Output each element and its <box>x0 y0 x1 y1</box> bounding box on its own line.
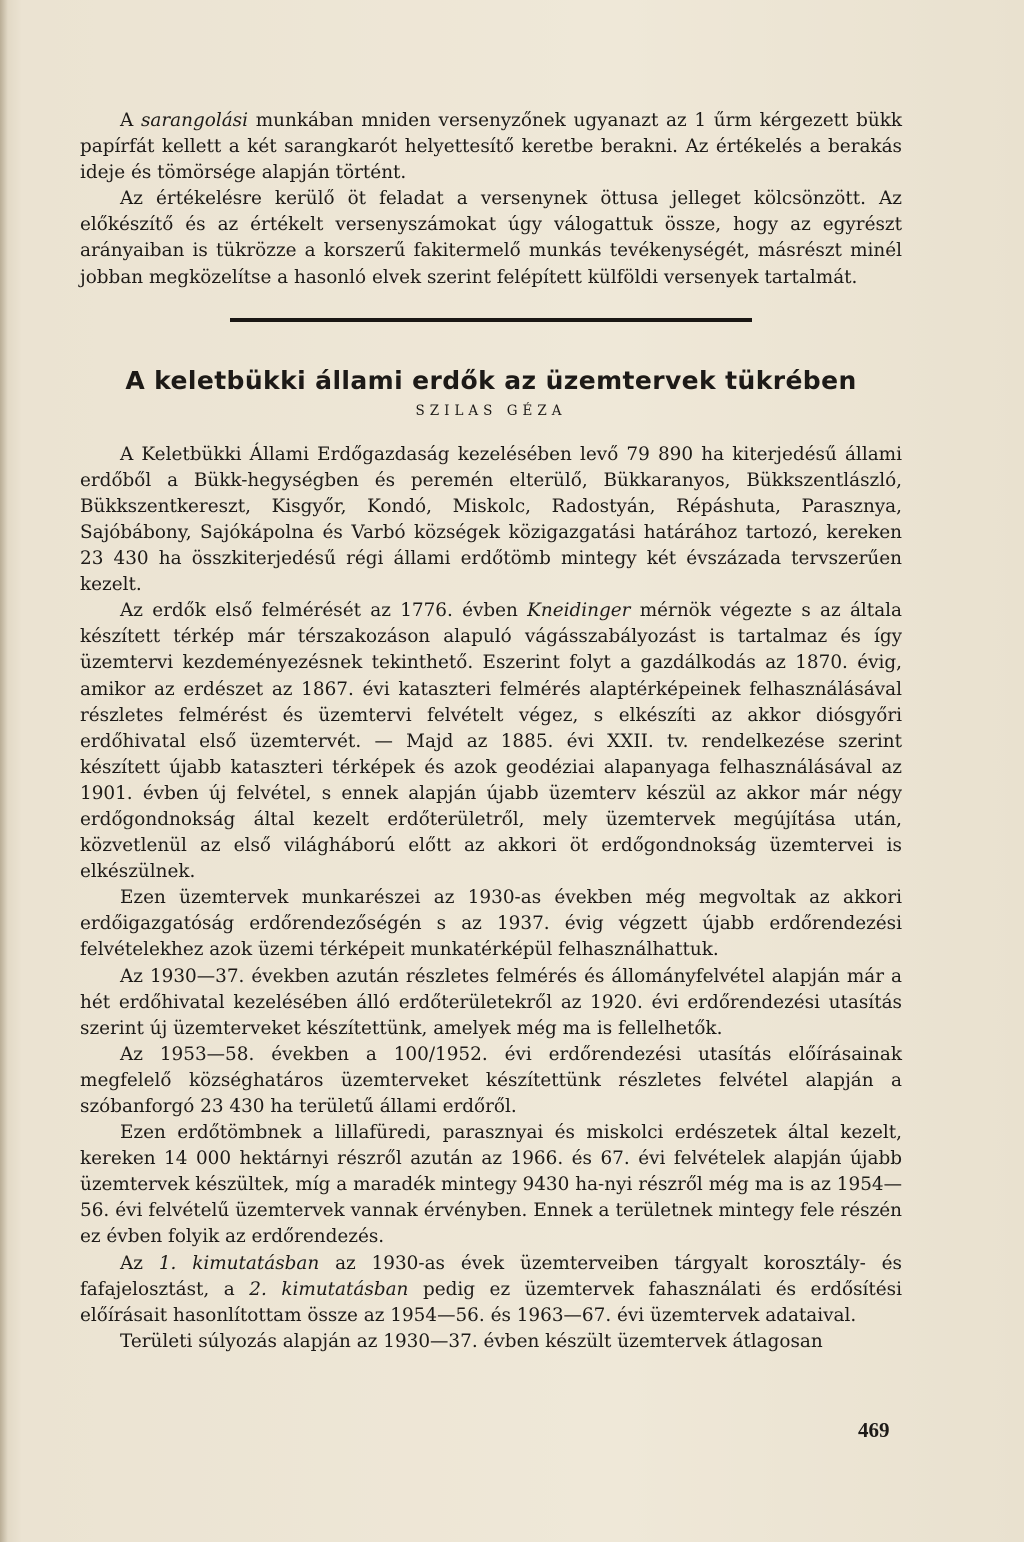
intro-paragraph-2: Az értékelésre kerülő öt feladat a versenynek öttusa jelleget kölcsönzött. Az előkészítő és az értékelt versenyszámokat úgy válogattuk össze, hogy az egyrészt arányaiban is tükrözze a korszerű fakitermelő munkás tevékenységét, másrészt minél jobban megközelítse a hasonló elvek szerint felépített külföldi versenyek tartalmát. <box>80 188 902 288</box>
text-column <box>80 108 902 1355</box>
body-paragraph-4: Az 1930—37. években azután részletes felmérés és állományfelvétel alapján már a hét erdőhivatal kezelésében álló erdőterületekről az 1920. évi erdőrendezési utasítás szerint új üzemterveket készítettünk, amelyek még ma is fellelhetők. <box>80 965 902 1039</box>
body-paragraph-2: Az erdők első felmérését az 1776. évben Kneidinger mérnök végezte s az általa készített térkép már térszakozáson alapuló vágásszabályozást is tartalmaz és így üzemtervi kezdeményezésnek tekinthető. Eszerint folyt a gazdálkodás az 1870. évig, amikor az erdészet az 1867. évi kataszteri felmérés alaptérképeinek felhasználásával részletes felmérést és üzemtervi felvételt végez, s elkészíti az akkor diósgyőri erdőhivatal első üzemtervét. — Majd az 1885. évi XXII. tv. rendelkezése szerint készített újabb kataszteri térképek és azok geodéziai alapanyaga felhasználásával az 1901. évben új felvétel, s ennek alapján újabb üzemterv készül az akkor már négy erdőgondnokság által kezelt erdőterületről, mely üzemtervek megújítása után, közvetlenül az első világháború előtt az akkori öt erdőgondnokság üzemtervei is elkészülnek. <box>80 600 903 883</box>
body-paragraph-6: Ezen erdőtömbnek a lillafüredi, parasznyai és miskolci erdészetek által kezelt, kereken 14 000 hektárnyi részről azután az 1966. és 67. évi felvételek alapján újabb üzemtervek készültek, míg a maradék mintegy 9430 ha-nyi részről még ma is az 1954—56. évi felvételű üzemtervek vannak érvényben. Ennek a területnek mintegy fele részén ez évben folyik az erdőrendezés. <box>80 1122 902 1248</box>
article-author: SZILAS GÉZA <box>415 402 567 419</box>
body-paragraph-5: Az 1953—58. években a 100/1952. évi erdőrendezési utasítás előírásainak megfelelő községhatáros üzemterveket készítettünk részletes felvétel alapján a szóbanforgó 23 430 ha területű állami erdőről. <box>80 1043 902 1117</box>
body-paragraph-7: Az 1. kimutatásban az 1930-as évek üzemterveiben tárgyalt korosztály- és fafajelosztást, a 2. kimutatásban pedig ez üzemtervek fahasználati és erdősítési előírásait hasonlítottam össze az 1954—56. és 1963—67. évi üzemtervek adataival. <box>80 1252 902 1326</box>
body-paragraph-3: Ezen üzemtervek munkarészei az 1930-as években még megvoltak az akkori erdőigazgatóság erdőrendezőségén s az 1937. évig végzett újabb erdőrendezési felvételekhez azok üzemi térképeit munkatérképül felhasználhattuk. <box>80 887 902 961</box>
page-number: 469 <box>858 1418 890 1442</box>
section-divider <box>230 318 752 322</box>
page-edge-shadow <box>0 0 8 1542</box>
body-paragraph-1: A Keletbükki Állami Erdőgazdaság kezelésében levő 79 890 ha kiterjedésű állami erdőből a Bükk-hegységben és peremén elterülő, Bükkaranyos, Bükkszentlászló, Bükkszentkereszt, Kisgyőr, Kondó, Miskolc, Radostyán, Répáshuta, Parasznya, Sajóbábony, Sajókápolna és Varbó községek közigazgatási határához tartozó, kereken 23 430 ha összkiterjedésű régi állami erdőtömb mintegy két évszázada tervszerűen kezelt. <box>80 443 902 596</box>
intro-paragraph-1: A sarangolási munkában mniden versenyzőnek ugyanazt az 1 űrm kérgezett bükk papírfát kellett a két sarangkarót helyettesítő keretbe berakni. Az értékelés a berakás ideje és tömörsége alapján történt. <box>80 110 902 184</box>
article-title: A keletbükki állami erdők az üzemtervek tükrében <box>125 365 857 395</box>
body-paragraph-8: Területi súlyozás alapján az 1930—37. évben készült üzemtervek átlagosan <box>120 1330 823 1352</box>
